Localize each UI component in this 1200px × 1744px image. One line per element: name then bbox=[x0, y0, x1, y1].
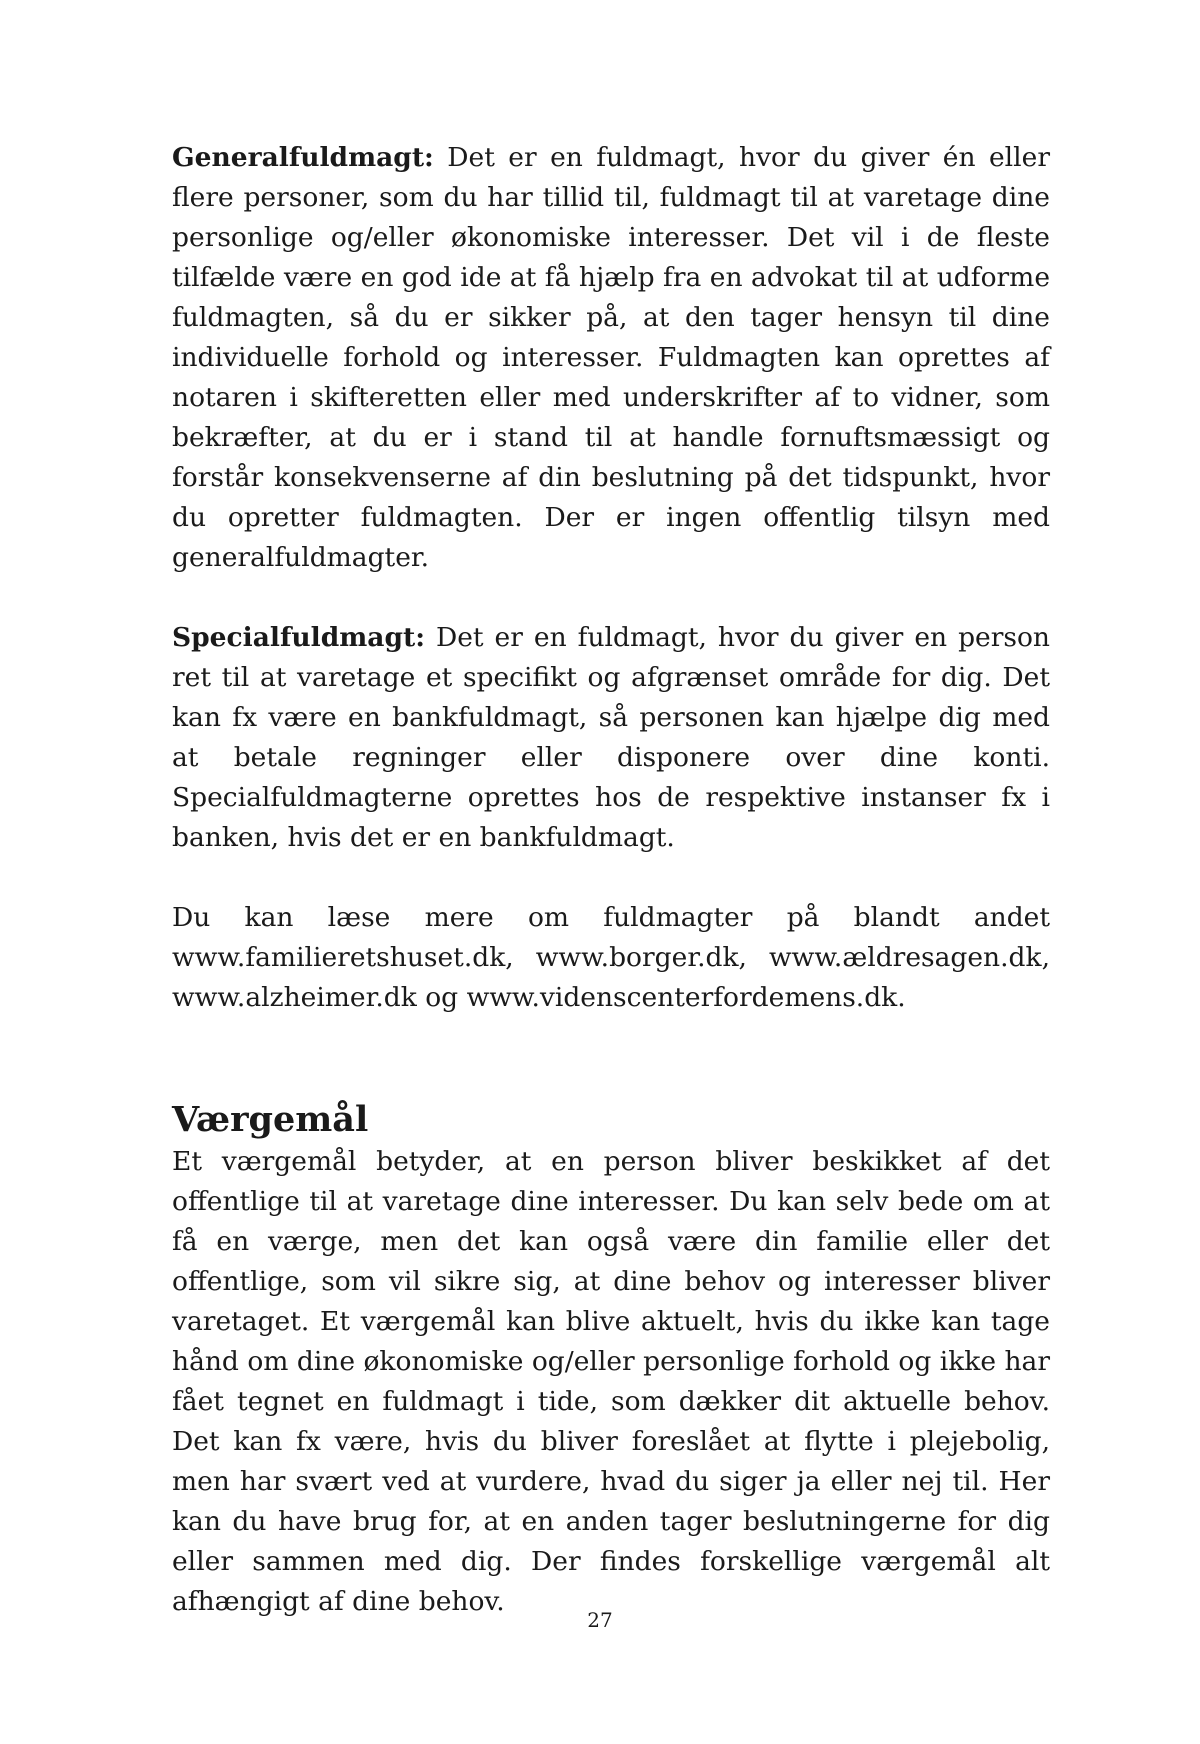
section-heading: Værgemål bbox=[172, 1099, 369, 1140]
generalfuldmagt-term: Generalfuldmagt: bbox=[172, 142, 434, 173]
specialfuldmagt-term: Specialfuldmagt: bbox=[172, 622, 425, 653]
section-spacer bbox=[172, 1018, 1050, 1098]
page-number: 27 bbox=[587, 1608, 613, 1632]
links-paragraph: Du kan læse mere om fuldmagter på blandt andet www.familieretshuset.dk, www.borger.dk, www.ældresagen.dk, www.alzheimer.dk og www.videnscenterfordemens.dk. bbox=[172, 902, 1050, 1013]
specialfuldmagt-definition: Det er en fuldmagt, hvor du giver en person ret til at varetage et specifikt og afgrænset område for dig. Det kan fx være en bankfuldmagt, så personen kan hjælpe dig med at betale regninger eller disponere over dine konti. Specialfuldmagterne oprettes hos de respektive instanser fx i banken, hvis det er en bankfuldmagt. bbox=[172, 622, 1050, 853]
paragraph-spacer bbox=[172, 858, 1050, 898]
paragraph-spacer bbox=[172, 578, 1050, 618]
generalfuldmagt-paragraph bbox=[172, 138, 1050, 578]
generalfuldmagt-definition: Det er en fuldmagt, hvor du giver én eller flere personer, som du har tillid til, fuldmagt til at varetage dine personlige og/eller økonomiske interesser. Det vil i de fleste tilfælde være en god ide at få hjælp fra en advokat til at udforme fuldmagten, så du er sikker på, at den tager hensyn til dine individuelle forhold og interesser. Fuldmagten kan oprettes af notaren i skifteretten eller med underskrifter af to vidner, som bekræfter, at du er i stand til at handle fornuftsmæssigt og forstår konsekvenserne af din beslutning på det tidspunkt, hvor du opretter fuldmagten. Der er ingen offentlig tilsyn med generalfuldmagter. bbox=[172, 142, 1050, 573]
section-body: Et værgemål betyder, at en person bliver beskikket af det offentlige til at varetage dine interesser. Du kan selv bede om at få en værge, men det kan også være din familie eller det offentlige, som vil sikre sig, at dine behov og interesser bliver varetaget. Et værgemål kan blive aktuelt, hvis du ikke kan tage hånd om dine økonomiske og/eller personlige forhold og ikke har fået tegnet en fuldmagt i tide, som dækker dit aktuelle behov. Det kan fx være, hvis du bliver foreslået at flytte i plejebolig, men har svært ved at vurdere, hvad du siger ja eller nej til. Her kan du have brug for, at en anden tager beslutningerne for dig eller sammen med dig. Der findes forskellige værgemål alt afhængigt af dine behov. bbox=[172, 1146, 1050, 1617]
page-content bbox=[172, 138, 1050, 1622]
specialfuldmagt-paragraph bbox=[172, 618, 1050, 858]
